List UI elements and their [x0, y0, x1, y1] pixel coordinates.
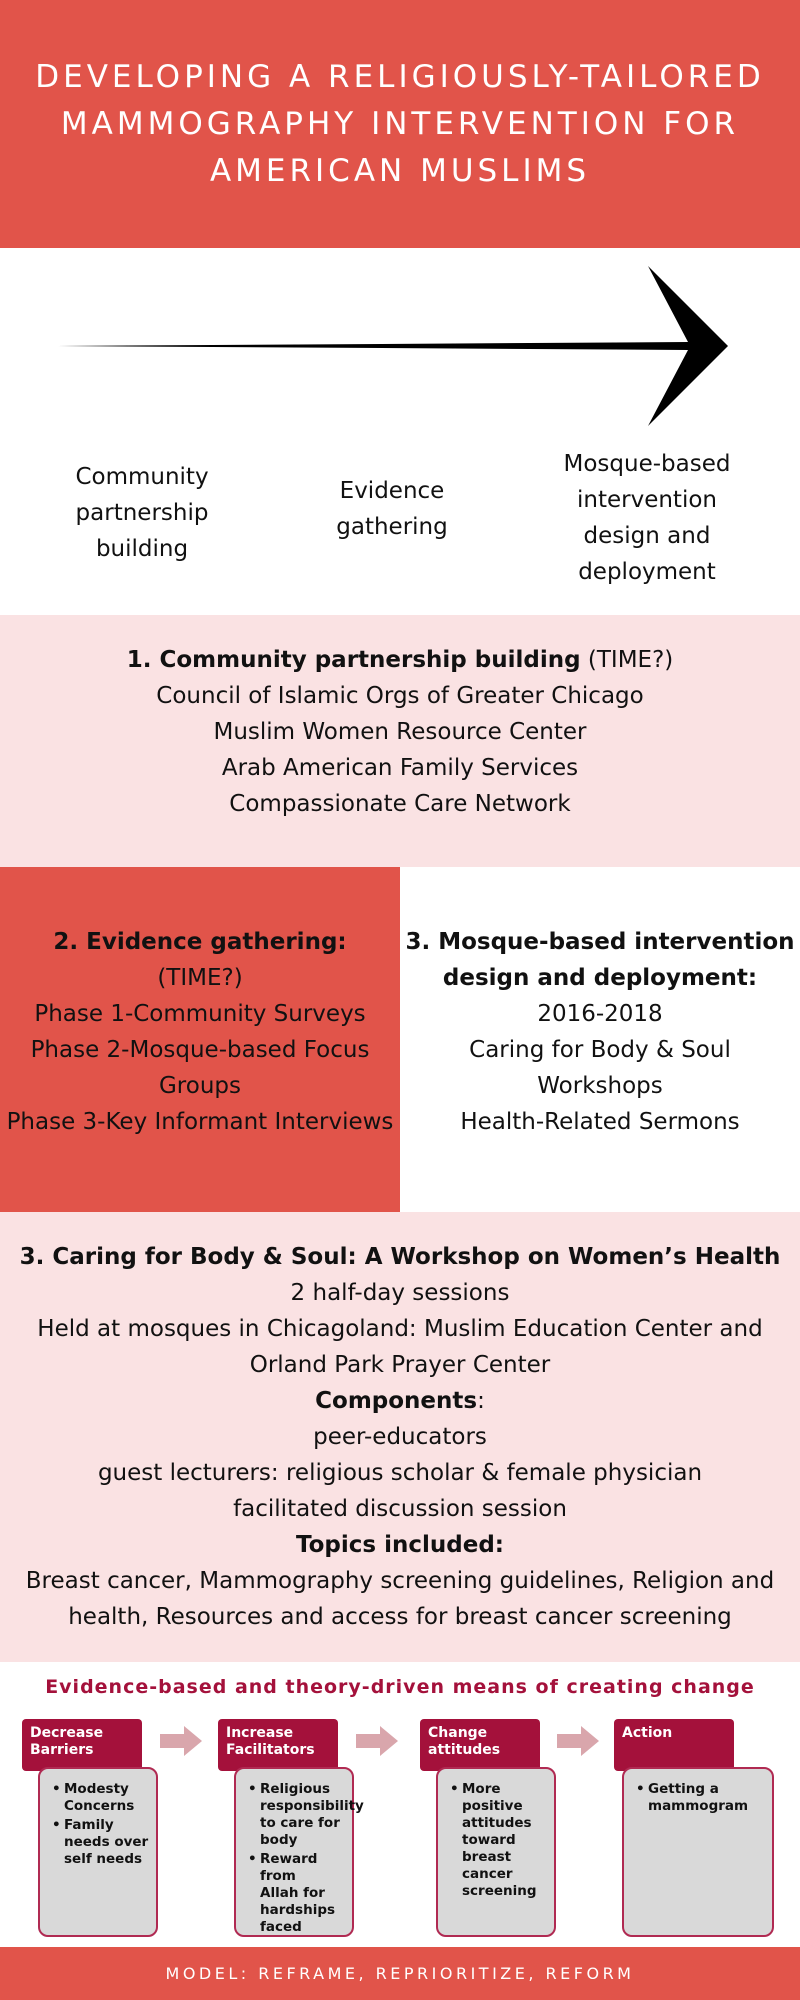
section-title: 1. Community partnership building	[126, 647, 581, 673]
phase-item: Groups	[158, 1073, 241, 1099]
bullet-text: Concerns	[64, 1798, 135, 1814]
topics-label: Topics included:	[296, 1532, 504, 1558]
phase-item: Phase 1-Community Surveys	[34, 1001, 366, 1027]
intervention-item: Workshops	[537, 1073, 663, 1099]
timeline-step-evidence	[302, 473, 482, 545]
card-head-text: Decrease	[30, 1725, 104, 1741]
card-head-text: Barriers	[30, 1742, 94, 1758]
partner-item: Arab American Family Services	[221, 755, 579, 781]
section-time: 2016-2018	[537, 1001, 663, 1027]
bullet-text: to care for	[260, 1815, 340, 1831]
page-title-line-1: DEVELOPING A RELIGIOUSLY-TAILORED	[35, 58, 765, 95]
step-text: Evidence	[339, 478, 445, 504]
section-time: (TIME?)	[157, 965, 243, 991]
flow-arrow-icon	[160, 1726, 202, 1756]
step-text: gathering	[336, 514, 448, 540]
partner-item: Muslim Women Resource Center	[213, 719, 587, 745]
card-head-text: Change	[428, 1725, 488, 1741]
card-head-increase-facilitators	[218, 1719, 338, 1771]
bullet-text: • Reward from	[260, 1851, 318, 1884]
bullet-text: attitudes	[462, 1815, 532, 1831]
flow-arrow-icon	[356, 1726, 398, 1756]
step-text: Community	[75, 464, 209, 490]
partner-item: Compassionate Care Network	[229, 791, 571, 817]
card-body-increase-facilitators	[234, 1767, 364, 1937]
step-text: Mosque-based	[563, 451, 731, 477]
card-bullet	[248, 1851, 346, 1936]
section-time: (TIME?)	[580, 647, 674, 673]
bullet-text: • Family	[64, 1817, 114, 1833]
bullet-text: mammogram	[648, 1798, 749, 1814]
section-title: 3. Mosque-based intervention	[405, 929, 795, 955]
step-text: partnership	[75, 500, 209, 526]
intervention-item: Health-Related Sermons	[460, 1109, 740, 1135]
card-bullet	[52, 1817, 150, 1868]
bullet-text: responsibility	[260, 1798, 364, 1814]
bullet-text: breast	[462, 1849, 512, 1865]
card-bullet	[450, 1781, 548, 1900]
bullet-text: • Modesty	[64, 1781, 129, 1797]
card-head-text: Action	[622, 1725, 673, 1741]
step-text: intervention	[577, 487, 717, 513]
card-body-change-attitudes	[436, 1767, 556, 1937]
section-heading	[0, 642, 800, 678]
card-head-action	[614, 1719, 734, 1771]
step-text: design and	[583, 523, 711, 549]
bullet-text: faced	[260, 1919, 302, 1935]
card-head-decrease-barriers	[22, 1719, 142, 1771]
components-heading	[0, 1383, 800, 1419]
footer-model: MODEL: REFRAME, REPRIORITIZE, REFORM	[0, 1947, 800, 2000]
card-body-action	[622, 1767, 774, 1937]
topics-text: health, Resources and access for breast cancer screening	[68, 1604, 732, 1630]
bullet-text: screening	[462, 1883, 537, 1899]
community-partnership-section	[0, 615, 800, 867]
evidence-gathering-section	[0, 867, 400, 1212]
partner-item: Council of Islamic Orgs of Greater Chicago	[156, 683, 644, 709]
topics-text: Breast cancer, Mammography screening guidelines, Religion and	[25, 1568, 775, 1594]
section-title: 3. Caring for Body & Soul: A Workshop on Women’s Health	[19, 1244, 781, 1270]
component-item: guest lecturers: religious scholar & female physician	[97, 1460, 703, 1486]
bullet-text: needs over	[64, 1834, 149, 1850]
step-text: building	[95, 536, 189, 562]
bullet-text: self needs	[64, 1851, 143, 1867]
flow-arrow-icon	[557, 1726, 599, 1756]
components-label: Components	[315, 1388, 478, 1414]
phase-item: Phase 2-Mosque-based Focus	[30, 1037, 370, 1063]
card-body-decrease-barriers	[38, 1767, 158, 1937]
bullet-text: • Getting a	[648, 1781, 719, 1797]
bullet-text: body	[260, 1832, 298, 1848]
card-head-text: Facilitators	[226, 1742, 315, 1758]
card-head-text: Increase	[226, 1725, 294, 1741]
change-model-diagram	[0, 1662, 800, 1947]
intervention-item: Caring for Body & Soul	[469, 1037, 731, 1063]
bullet-text: • More	[462, 1781, 501, 1797]
bullet-text: toward	[462, 1832, 516, 1848]
component-item: facilitated discussion session	[233, 1496, 567, 1522]
card-head-text: attitudes	[428, 1742, 501, 1758]
workshop-detail: Orland Park Prayer Center	[249, 1352, 551, 1378]
card-bullet	[248, 1781, 364, 1849]
step-text: deployment	[578, 559, 716, 585]
bullet-text: Allah for	[260, 1885, 325, 1901]
bullet-text: • Religious	[260, 1781, 331, 1797]
workshop-section	[0, 1212, 800, 1662]
workshop-detail: Held at mosques in Chicagoland: Muslim Education Center and	[37, 1316, 763, 1342]
bullet-text: positive	[462, 1798, 523, 1814]
components-colon: :	[477, 1388, 485, 1414]
bullet-text: hardships	[260, 1902, 336, 1918]
section-title: design and deployment:	[442, 965, 758, 991]
card-head-change-attitudes	[420, 1719, 540, 1771]
component-item: peer-educators	[313, 1424, 487, 1450]
phase-item: Phase 3-Key Informant Interviews	[6, 1109, 394, 1135]
timeline-step-mosque	[547, 446, 747, 590]
timeline-step-community	[52, 459, 232, 567]
timeline	[0, 248, 800, 615]
section-title: 2. Evidence gathering:	[53, 929, 347, 955]
bullet-text: cancer	[462, 1866, 513, 1882]
mosque-intervention-section	[400, 867, 800, 1212]
card-bullet	[636, 1781, 766, 1815]
workshop-detail: 2 half-day sessions	[290, 1280, 510, 1306]
diagram-title: Evidence-based and theory-driven means of creating change	[45, 1676, 755, 1698]
card-bullet	[52, 1781, 150, 1815]
page-header	[0, 0, 800, 248]
page-title-line-3: AMERICAN MUSLIMS	[209, 152, 591, 189]
page-title-line-2: MAMMOGRAPHY INTERVENTION FOR	[60, 105, 740, 142]
